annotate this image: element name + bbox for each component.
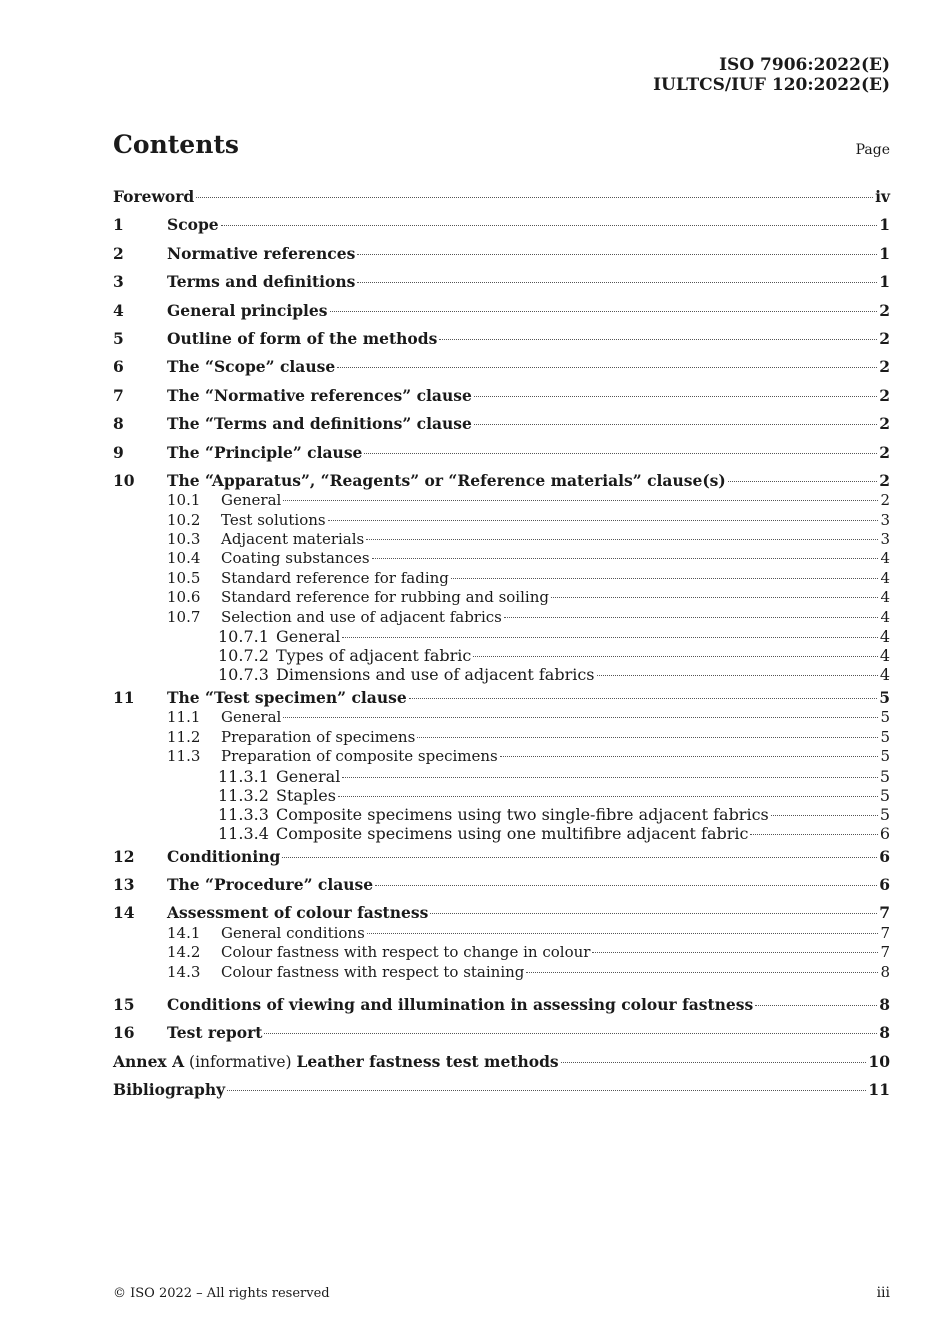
- toc-entry-page: 2: [879, 300, 890, 320]
- toc-entry[interactable]: [113, 183, 890, 211]
- dot-leader: [342, 637, 877, 638]
- toc-entry-page: 4: [880, 568, 890, 587]
- toc-entry-page: 8: [879, 994, 890, 1014]
- toc-entry[interactable]: [113, 805, 890, 824]
- toc-entry[interactable]: [113, 747, 890, 766]
- toc-entry[interactable]: [113, 549, 890, 568]
- toc-entry-page: 3: [880, 530, 890, 549]
- toc-entry[interactable]: [113, 1019, 890, 1047]
- toc-entry-title: The “Test specimen” clause: [167, 688, 407, 708]
- toc-entry-number: 5: [113, 328, 124, 348]
- toc-entry[interactable]: [113, 786, 890, 805]
- page-title: Contents: [113, 130, 240, 159]
- toc-entry-page: 7: [879, 903, 890, 923]
- toc-entry-page: 2: [879, 470, 890, 490]
- toc-entry[interactable]: [113, 439, 890, 467]
- toc-entry-number: 10.3: [167, 530, 201, 549]
- toc-entry[interactable]: [113, 728, 890, 747]
- toc-entry-number: 3: [113, 272, 124, 292]
- annex-title: Leather fastness test methods: [296, 1051, 559, 1071]
- toc-entry-page: 7: [880, 943, 890, 962]
- toc-entry[interactable]: [113, 843, 890, 871]
- toc-entry[interactable]: [113, 325, 890, 353]
- toc-entry-page: 1: [879, 215, 890, 235]
- toc-entry-page: 4: [880, 588, 890, 607]
- toc-entry-number: 11.2: [167, 727, 201, 746]
- dot-leader: [357, 254, 877, 255]
- toc-entry-page: 2: [879, 442, 890, 462]
- toc-entry-title: Standard reference for fading: [221, 568, 449, 587]
- toc-entry-title: Selection and use of adjacent fabrics: [221, 607, 502, 626]
- toc-entry-number: 16: [113, 1023, 135, 1043]
- toc-entry[interactable]: [113, 924, 890, 943]
- toc-entry-title: Conditioning: [167, 846, 281, 866]
- toc-entry[interactable]: [113, 511, 890, 530]
- toc-entry-page: 2: [880, 491, 890, 510]
- toc-entry[interactable]: [113, 708, 890, 727]
- toc-entry-title: [113, 1048, 559, 1076]
- toc-entry-page: 5: [880, 708, 890, 727]
- dot-leader: [592, 952, 878, 953]
- toc-entry-page: 4: [879, 665, 890, 685]
- toc-entry-page: 11: [868, 1080, 890, 1100]
- dot-leader: [342, 777, 877, 778]
- dot-leader: [474, 396, 877, 397]
- toc-entry-title: Adjacent materials: [221, 530, 365, 549]
- toc-entry-number: 10.7.3: [218, 665, 269, 685]
- dot-leader: [375, 885, 877, 886]
- toc-entry-page: 4: [879, 646, 890, 666]
- toc-entry-title: Outline of form of the methods: [167, 328, 438, 348]
- toc-entry-title: General: [221, 708, 282, 727]
- toc-entry[interactable]: [113, 588, 890, 607]
- toc-entry-number: 11.3.2: [218, 785, 269, 805]
- toc-entry-page: 5: [880, 747, 890, 766]
- toc-entry-number: 10.7.2: [218, 646, 269, 666]
- dot-leader: [597, 675, 878, 676]
- toc-entry-number: 11.1: [167, 708, 201, 727]
- dot-leader: [357, 282, 877, 283]
- page-number: iii: [876, 1285, 890, 1301]
- dot-leader: [771, 815, 878, 816]
- toc-entry-page: 1: [879, 272, 890, 292]
- toc-entry-title: The “Terms and definitions” clause: [167, 414, 472, 434]
- toc-entry-page: 6: [879, 823, 890, 843]
- dot-leader: [451, 578, 879, 579]
- toc-entry-page: 5: [879, 785, 890, 805]
- toc-entry-number: 13: [113, 874, 135, 894]
- dot-leader: [367, 933, 879, 934]
- dot-leader: [750, 834, 877, 835]
- toc-entry-title: The “Apparatus”, “Reagents” or “Reference materials” clause(s): [167, 470, 726, 490]
- toc-entry-number: 14.2: [167, 943, 201, 962]
- toc-entry-page: 4: [880, 549, 890, 568]
- dot-leader: [417, 737, 878, 738]
- dot-leader: [221, 225, 878, 226]
- dot-leader: [338, 796, 878, 797]
- toc-entry-page: iv: [875, 187, 890, 206]
- toc-entry[interactable]: [113, 569, 890, 588]
- dot-leader: [283, 500, 878, 501]
- toc-entry-number: 12: [113, 846, 135, 866]
- toc-entry-title: Colour fastness with respect to change in colour: [221, 943, 591, 962]
- toc-entry-page: 1: [879, 243, 890, 263]
- dot-leader: [430, 913, 877, 914]
- toc-entry[interactable]: [113, 240, 890, 268]
- toc-entry-page: 5: [879, 766, 890, 786]
- toc-entry-page: 2: [879, 385, 890, 405]
- toc-entry-title: Foreword: [113, 187, 195, 206]
- toc-entry[interactable]: [113, 627, 890, 646]
- toc-entry-number: 11.3.1: [218, 766, 269, 786]
- standard-id: ISO 7906:2022(E): [719, 55, 890, 75]
- dot-leader: [227, 1090, 866, 1091]
- toc-entry-page: 10: [868, 1051, 890, 1071]
- dot-leader: [473, 656, 877, 657]
- toc-entry-title: Composite specimens using two single-fibre adjacent fabrics: [276, 804, 769, 824]
- toc-entry-page: 6: [879, 846, 890, 866]
- toc-entry[interactable]: [113, 1048, 890, 1076]
- dot-leader: [439, 339, 877, 340]
- toc-entry-number: 10.5: [167, 568, 201, 587]
- toc-entry-number: 6: [113, 357, 124, 377]
- toc-entry-title: General: [276, 627, 341, 647]
- toc-entry[interactable]: [113, 1076, 890, 1104]
- toc-entry-title: Colour fastness with respect to staining: [221, 962, 525, 981]
- toc-entry-page: 6: [879, 874, 890, 894]
- toc-entry-number: 11.3.4: [218, 823, 269, 843]
- toc-entry[interactable]: [113, 410, 890, 438]
- toc-entry-number: 10: [113, 470, 135, 490]
- toc-entry-page: 5: [879, 688, 890, 708]
- toc-entry-title: Normative references: [167, 243, 356, 263]
- copyright-notice: © ISO 2022 – All rights reserved: [113, 1286, 330, 1301]
- toc-entry[interactable]: [113, 530, 890, 549]
- toc-entry-page: 5: [879, 804, 890, 824]
- dot-leader: [264, 1033, 877, 1034]
- toc-entry-page: 8: [879, 1023, 890, 1043]
- toc-entry-page: 2: [879, 328, 890, 348]
- toc-entry-number: 4: [113, 300, 124, 320]
- dot-leader: [551, 597, 878, 598]
- toc-entry[interactable]: [113, 353, 890, 381]
- toc-entry-page: 7: [880, 923, 890, 942]
- toc-entry-page: 2: [879, 357, 890, 377]
- toc-entry-number: 2: [113, 243, 124, 263]
- toc-entry-number: 14.3: [167, 962, 201, 981]
- dot-leader: [283, 717, 878, 718]
- toc-entry-number: 10.4: [167, 549, 201, 568]
- toc-entry-title: Coating substances: [221, 549, 370, 568]
- toc-entry[interactable]: [113, 211, 890, 239]
- toc-entry-title: Test solutions: [221, 510, 326, 529]
- toc-entry-page: 2: [879, 414, 890, 434]
- toc-entry-title: Composite specimens using one multifibre adjacent fabric: [276, 823, 749, 843]
- toc-entry-page: 4: [879, 627, 890, 647]
- dot-leader: [409, 698, 878, 699]
- toc-entry-title: Preparation of specimens: [221, 727, 416, 746]
- toc-entry-title: Bibliography: [113, 1080, 226, 1100]
- toc-entry[interactable]: [113, 665, 890, 684]
- toc-entry-title: Standard reference for rubbing and soiling: [221, 588, 549, 607]
- toc-entry-number: 11: [113, 688, 135, 708]
- dot-leader: [366, 539, 878, 540]
- standard-id-secondary: IULTCS/IUF 120:2022(E): [653, 75, 890, 95]
- toc-entry[interactable]: [113, 963, 890, 982]
- toc-entry-title: Conditions of viewing and illumination in assessing colour fastness: [167, 994, 754, 1014]
- toc-entry[interactable]: [113, 991, 890, 1019]
- dot-leader: [728, 481, 877, 482]
- dot-leader: [755, 1005, 877, 1006]
- toc-entry-title: Types of adjacent fabric: [276, 646, 472, 666]
- table-of-contents: [113, 183, 890, 1105]
- dot-leader: [372, 558, 879, 559]
- document-header: [653, 55, 890, 95]
- dot-leader: [561, 1062, 867, 1063]
- toc-entry-number: 15: [113, 994, 135, 1014]
- page-column-label: Page: [855, 142, 890, 158]
- toc-entry-title: Scope: [167, 215, 219, 235]
- dot-leader: [500, 756, 879, 757]
- toc-entry-number: 14: [113, 903, 135, 923]
- toc-entry-title: Preparation of composite specimens: [221, 747, 498, 766]
- annex-type: (informative): [184, 1052, 297, 1071]
- dot-leader: [504, 617, 879, 618]
- toc-entry[interactable]: [113, 268, 890, 296]
- toc-entry-number: 10.2: [167, 510, 201, 529]
- dot-leader: [337, 367, 877, 368]
- toc-entry-title: General: [276, 766, 341, 786]
- toc-entry[interactable]: [113, 297, 890, 325]
- toc-entry-number: 10.7.1: [218, 627, 269, 647]
- toc-entry-title: The “Normative references” clause: [167, 385, 472, 405]
- dot-leader: [282, 857, 877, 858]
- toc-entry[interactable]: [113, 608, 890, 627]
- toc-entry-title: Staples: [276, 785, 336, 805]
- dot-leader: [526, 972, 878, 973]
- toc-entry-number: 10.7: [167, 607, 201, 626]
- toc-entry-number: 11.3: [167, 747, 201, 766]
- toc-entry[interactable]: [113, 382, 890, 410]
- annex-label: Annex A: [113, 1051, 185, 1071]
- dot-leader: [364, 453, 877, 454]
- toc-entry-number: 10.6: [167, 588, 201, 607]
- toc-entry-title: Test report: [167, 1023, 263, 1043]
- toc-entry-title: General: [221, 491, 282, 510]
- toc-entry-title: General principles: [167, 300, 328, 320]
- toc-entry-number: 8: [113, 414, 124, 434]
- dot-leader: [196, 197, 873, 198]
- toc-entry[interactable]: [113, 943, 890, 962]
- toc-entry-title: The “Principle” clause: [167, 442, 363, 462]
- toc-entry[interactable]: [113, 871, 890, 899]
- toc-entry[interactable]: [113, 824, 890, 843]
- toc-entry-number: 9: [113, 442, 124, 462]
- toc-entry-page: 5: [880, 727, 890, 746]
- toc-entry-number: 14.1: [167, 923, 201, 942]
- toc-entry-number: 10.1: [167, 491, 201, 510]
- toc-entry-title: Assessment of colour fastness: [167, 903, 429, 923]
- toc-entry[interactable]: [113, 767, 890, 786]
- toc-entry-number: 1: [113, 215, 124, 235]
- dot-leader: [328, 520, 879, 521]
- toc-entry-page: 3: [880, 510, 890, 529]
- toc-entry-page: 4: [880, 607, 890, 626]
- dot-leader: [330, 311, 878, 312]
- toc-entry-number: 7: [113, 385, 124, 405]
- dot-leader: [474, 424, 877, 425]
- toc-entry-title: Dimensions and use of adjacent fabrics: [276, 665, 595, 685]
- toc-entry-title: Terms and definitions: [167, 272, 356, 292]
- toc-entry-title: The “Procedure” clause: [167, 874, 374, 894]
- toc-entry[interactable]: [113, 646, 890, 665]
- toc-entry-title: General conditions: [221, 923, 365, 942]
- toc-entry-title: The “Scope” clause: [167, 357, 336, 377]
- toc-entry-page: 8: [880, 962, 890, 981]
- toc-entry-number: 11.3.3: [218, 804, 269, 824]
